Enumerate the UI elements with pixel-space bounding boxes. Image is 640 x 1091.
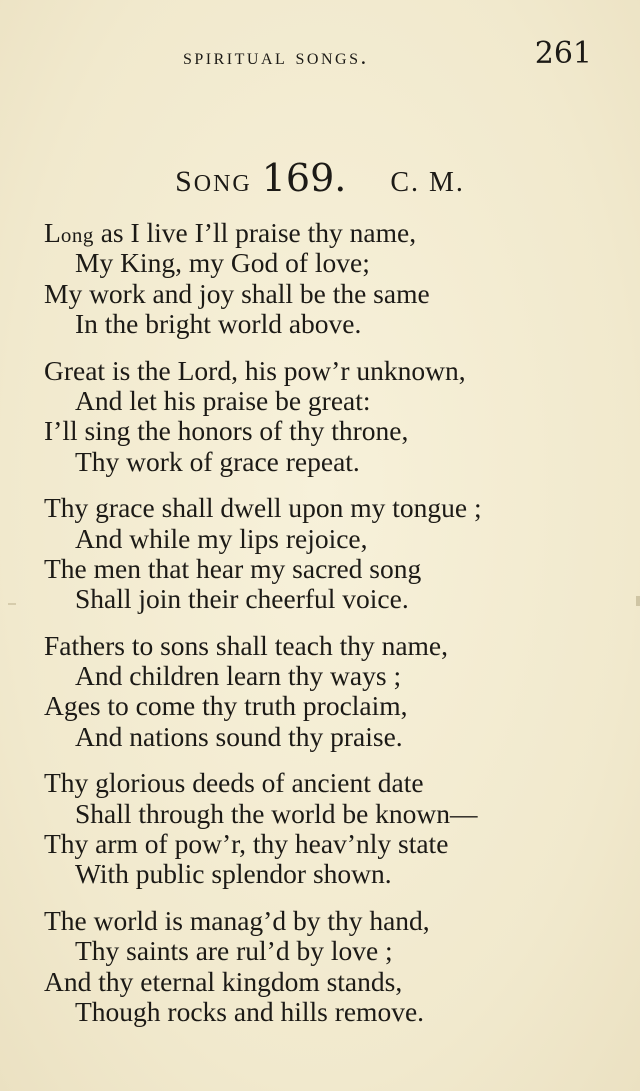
stanza-line — [44, 218, 604, 248]
stanza-line: Thy arm of pow’r, thy heav’nly state — [44, 828, 449, 860]
stanza-line: And children learn thy ways ; — [75, 660, 402, 692]
song-label: SONG — [175, 165, 252, 198]
stanza-line: Shall through the world be known— — [75, 797, 478, 829]
stanza-line: Great is the Lord, his pow’r unknown, — [44, 354, 466, 386]
first-word-small-caps: ong — [60, 223, 94, 247]
stanza-line: And nations sound thy praise. — [75, 720, 403, 752]
first-word-initial: L — [44, 217, 61, 248]
stanza-line: Fathers to sons shall teach thy name, — [44, 629, 449, 661]
stanza-line: My work and joy shall be the same — [44, 277, 430, 309]
stanza-6 — [44, 906, 604, 1028]
stanza-line: In the bright world above. — [75, 308, 362, 340]
stanza-line-text: as I live I’ll praise thy name, — [93, 217, 417, 248]
running-title: spiritual songs. — [183, 44, 369, 69]
page-edge-mark — [636, 596, 640, 606]
stanza-line: Thy saints are rul’d by love ; — [75, 935, 393, 967]
stanza-line: And let his praise be great: — [75, 384, 371, 416]
stanza-line: With public splendor shown. — [75, 858, 392, 890]
stanza-line: My King, my God of love; — [75, 247, 370, 279]
stanza-line: Thy work of grace repeat. — [75, 445, 360, 477]
song-heading — [0, 156, 640, 200]
stanza-line: The men that hear my sacred song — [44, 552, 422, 584]
song-number: 169. — [261, 156, 347, 200]
stanza-line: The world is manag’d by thy hand, — [44, 904, 430, 936]
stanza-line: And while my lips rejoice, — [75, 522, 368, 554]
stanza-line: And thy eternal kingdom stands, — [44, 965, 403, 997]
stanza-2 — [44, 356, 604, 478]
page-edge-mark — [8, 603, 16, 605]
stanza-line: Thy grace shall dwell upon my tongue ; — [44, 492, 482, 524]
stanza-1 — [44, 218, 604, 340]
stanza-5 — [44, 768, 604, 890]
stanza-line: Though rocks and hills remove. — [75, 995, 425, 1027]
stanza-line: I’ll sing the honors of thy throne, — [44, 415, 409, 447]
stanza-line: Ages to come thy truth proclaim, — [44, 690, 408, 722]
stanza-4 — [44, 631, 604, 753]
stanza-line: Thy glorious deeds of ancient date — [44, 767, 424, 799]
stanza-3 — [44, 493, 604, 615]
stanza-line: Shall join their cheerful voice. — [75, 583, 409, 615]
page-number: 261 — [534, 36, 592, 71]
song-meter: C. M. — [390, 167, 465, 198]
hymn-text — [44, 218, 604, 1043]
